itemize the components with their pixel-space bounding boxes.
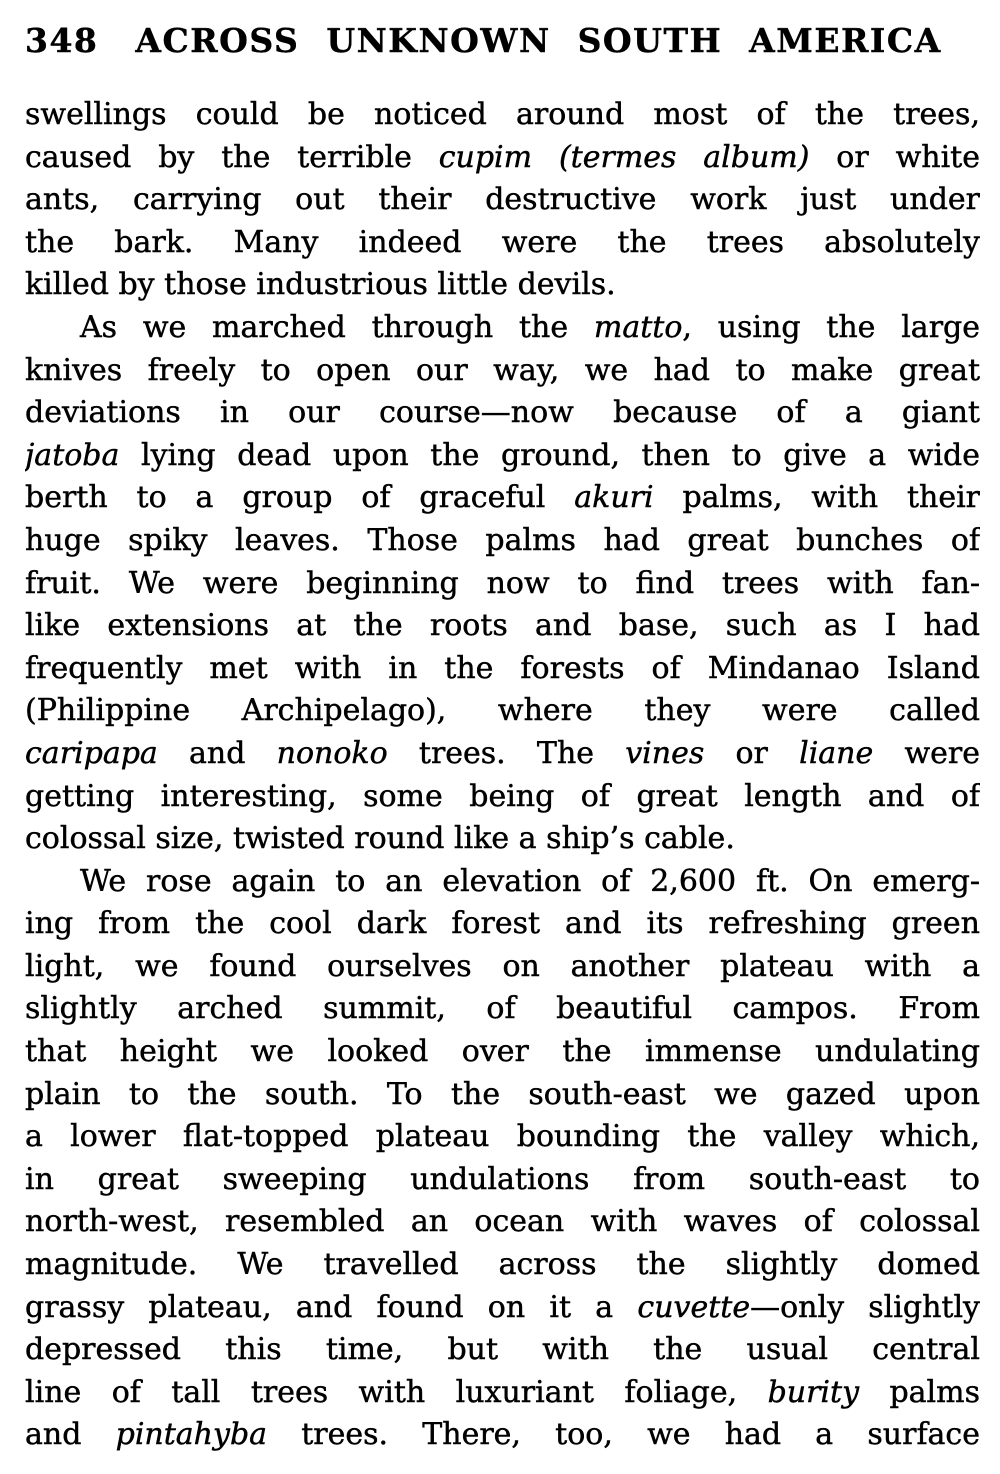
text-line [25, 477, 980, 520]
body-text: deviations in our course—now because of a giant [25, 395, 980, 431]
body-text: were [873, 735, 980, 771]
text-line [25, 648, 980, 691]
page-title: ACROSS UNKNOWN SOUTH AMERICA [135, 21, 942, 60]
text-line [25, 946, 980, 989]
text-line [25, 1116, 980, 1159]
body-text: getting interesting, some being of great length and of [25, 778, 980, 814]
body-text: and [25, 1417, 116, 1453]
text-line [25, 1031, 980, 1074]
italic-text: cuvette [637, 1289, 751, 1325]
text-line [25, 1287, 980, 1330]
text-line [25, 520, 980, 563]
body-text: or [704, 735, 800, 771]
body-text: plain to the south. To the south-east we gazed upon [25, 1076, 980, 1112]
text-line [25, 1329, 980, 1372]
text-line [25, 350, 980, 393]
body-text: in great sweeping undulations from south-east to [25, 1161, 980, 1197]
text-line [25, 307, 980, 350]
body-text: north-west, resembled an ocean with waves of colossal [25, 1204, 980, 1240]
text-line [25, 392, 980, 435]
body-text: trees. The [387, 735, 626, 771]
body-text: that height we looked over the immense undulating [25, 1034, 980, 1070]
text-line [25, 605, 980, 648]
body-text: , using the large [682, 309, 980, 345]
text-line [25, 264, 980, 307]
body-text: (Philippine Archipelago), where they were called [25, 693, 980, 729]
text-line [25, 179, 980, 222]
body-text: huge spiky leaves. Those palms had great bunches of [25, 522, 980, 558]
body-text: or white [809, 139, 980, 175]
body-text: lying dead upon the ground, then to give a wide [119, 437, 980, 473]
italic-text: cupim (termes album) [438, 139, 810, 175]
body-text: line of tall trees with luxuriant foliage, [25, 1374, 768, 1410]
text-line [25, 1159, 980, 1202]
text-line [25, 1244, 980, 1287]
body-text: berth to a group of graceful [25, 480, 575, 516]
body-text: palms [859, 1374, 980, 1410]
text-line [25, 690, 980, 733]
italic-text: matto [593, 309, 683, 345]
body-text: We rose again to an elevation of 2,600 ft. On emerg- [80, 863, 980, 899]
body-text: frequently met with in the forests of Mindanao Island [25, 650, 980, 686]
italic-text: liane [799, 735, 874, 771]
italic-text: caripapa [25, 735, 158, 771]
text-line [25, 818, 980, 861]
body-text: light, we found ourselves on another plateau with a [25, 948, 980, 984]
body-text: depressed this time, but with the usual central [25, 1332, 980, 1368]
body-text: and [157, 735, 277, 771]
text-line [25, 861, 980, 904]
body-text: magnitude. We travelled across the slightly domed [25, 1247, 980, 1283]
body-text: slightly arched summit, of beautiful campos. From [25, 991, 980, 1027]
italic-text: akuri [574, 480, 654, 516]
text-line [25, 903, 980, 946]
body-text: grassy plateau, and found on it a [25, 1289, 638, 1325]
paragraph [25, 861, 980, 1457]
body-text: like extensions at the roots and base, such as I had [25, 608, 980, 644]
body-text: colossal size, twisted round like a ship’s cable. [25, 821, 735, 857]
body-text: fruit. We were beginning now to find trees with fan- [25, 565, 980, 601]
text-line [25, 1372, 980, 1415]
body-text: the bark. Many indeed were the trees absolutely [25, 224, 980, 260]
body-text: palms, with their [653, 480, 980, 516]
italic-text: pintahyba [115, 1417, 268, 1453]
text-line [25, 137, 980, 180]
page-body [25, 94, 980, 1457]
body-text: swellings could be noticed around most of the trees, [25, 97, 980, 132]
paragraph [25, 94, 980, 307]
text-line [25, 435, 980, 478]
body-text: caused by the terrible [25, 139, 439, 175]
italic-text: vines [625, 735, 705, 771]
body-text: ants, carrying out their destructive work just under [25, 182, 980, 218]
body-text: ing from the cool dark forest and its refreshing green [25, 906, 980, 942]
body-text: trees. There, too, we had a surface [267, 1417, 980, 1453]
italic-text: nonoko [276, 735, 388, 771]
italic-text: jatoba [25, 437, 120, 473]
text-line [25, 1201, 980, 1244]
paragraph [25, 307, 980, 861]
body-text: —only slightly [750, 1289, 980, 1325]
text-line [25, 94, 980, 137]
body-text: As we marched through the [80, 309, 594, 345]
text-line [25, 776, 980, 819]
running-header [25, 22, 980, 60]
text-line [25, 1074, 980, 1117]
text-line [25, 988, 980, 1031]
italic-text: burity [767, 1374, 860, 1410]
text-line [25, 733, 980, 776]
body-text: killed by those industrious little devils. [25, 267, 616, 303]
text-line [25, 222, 980, 265]
body-text: knives freely to open our way, we had to make great [25, 352, 980, 388]
body-text: a lower flat-topped plateau bounding the valley which, [25, 1119, 980, 1155]
text-line [25, 563, 980, 606]
page-number: 348 [25, 21, 99, 60]
text-line [25, 1414, 980, 1457]
